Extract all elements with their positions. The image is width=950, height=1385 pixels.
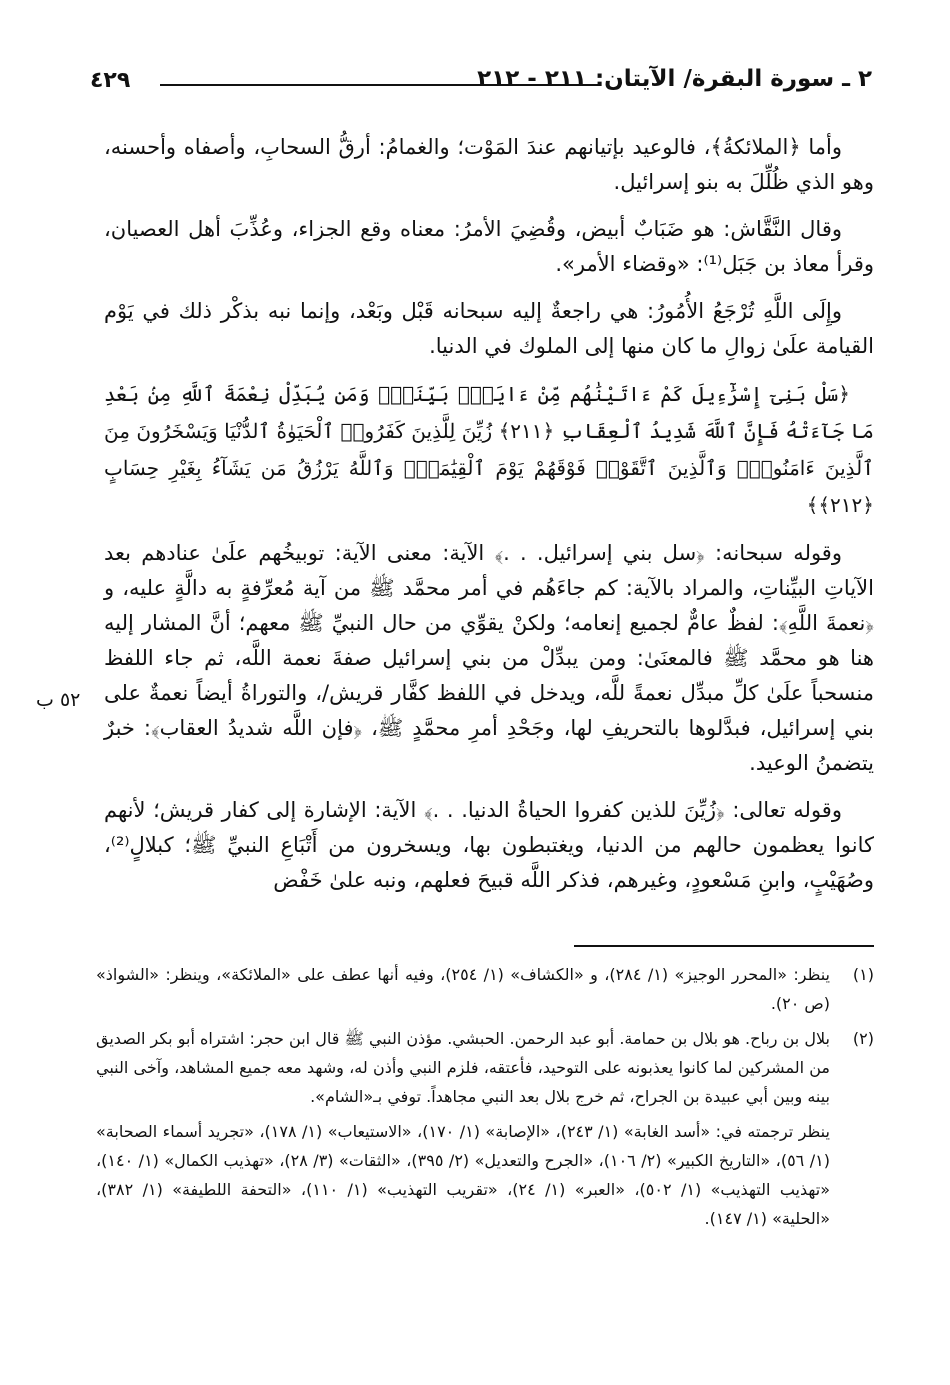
footnote-2 — [96, 1024, 874, 1111]
footnote-rule — [574, 945, 874, 947]
paragraph-3: وإِلَى اللَّهِ تُرْجَعُ الأُمُورُ: هي راجعةٌ إليه سبحانه قَبْل وبَعْد، وإنما نبه بذكْر ذلك في يَوْم القيامة علَىٰ زوالِ ما كان منها إلى الملوك في الدنيا. — [104, 299, 874, 358]
footnote-1 — [96, 960, 874, 1018]
paragraph-2: وقال النَّقَّاش: هو ضَبَابٌ أبيض، وقُضِيَ الأمرُ: معناه وقع الجزاء، وعُذِّبَ أهل العصيان، وقرأ معاذ بن جَبَل⁽¹⁾: «وقضاء الأمر». — [104, 217, 874, 276]
paragraph-5: وقوله تعالى: ﴿زُيِّنَ للذين كفروا الحياةُ الدنيا. . .﴾ الآية: الإشارة إلى كفار قريش؛ لأنهم كانوا يعظمون حالهم من الدنيا، ويغتبطون بها، ويسخرون من أَتْبَاعِ النبيِّ ﷺ؛ كبلالٍ⁽²⁾، وصُهَيْبٍ، وابنِ مَسْعودٍ، وغيرهم، فذكر اللَّه قبيحَ فعلهم، ونبه علىٰ خَفْض — [104, 798, 874, 892]
main-text — [104, 130, 874, 910]
footnote-text: ينظر: «المحرر الوجيز» (١/ ٢٨٤)، و «الكشاف» (١/ ٢٥٤)، وفيه أنها عطف على «الملائكة»، وينظر: «الشواذ» (ص ٢٠). — [96, 965, 831, 1013]
footnote-text: بلال بن رباح. هو بلال بن حمامة. أبو عبد الرحمن. الحبشي. مؤذن النبي ﷺ قال ابن حجر: اشتراه أبو بكر الصديق من المشركين لما كانوا يعذبونه على التوحيد، فأعتقه، فلزم النبي وأذن له، وشهد معه جميع المشاهد، وآخى النبي بينه وبين أبي عبيدة بن الجراح، ثم خرج بلال بعد النبي مجاهداً. توفي بـ«الشام». — [96, 1029, 830, 1106]
footnote-number: (٢) — [852, 1029, 874, 1048]
footnote-number: (١) — [852, 965, 874, 984]
page-header — [80, 64, 872, 100]
page-number: ٤٢٩ — [90, 68, 131, 93]
paragraph-4: وقوله سبحانه: ﴿سل بني إسرائيل. . .﴾ الآية: معنى الآية: توبيخُهم علَىٰ عنادهم بعد الآياتِ البيِّناتِ، والمراد بالآية: كم جاءَهُم في أمر محمَّد ﷺ من آية مُعرِّفةٍ به دالَّةٍ عليه، و ﴿نعمةَ اللَّهِ﴾: لفظٌ عامٌّ لجميع إنعامه؛ ولكنْ يقوِّي من حال النبيِّ ﷺ معهم؛ أنَّ المشار إليه هنا هو محمَّد ﷺ فالمعنَىٰ: ومن يبدِّلْ من بني إسرائيل صفةَ نعمة اللَّه، ثم جاء اللفظ منسحباً علَىٰ كلِّ مبدِّل نعمةً للَّه، ويدخل في اللفظ كفَّار قريش/، والتوراةُ أيضاً نعمةٌ على بني إسرائيل، فبدَّلوها بالتحريفِ لها، وجَحْدِ أمرِ محمَّدٍ ﷺ، ﴿فإن اللَّه شديدُ العقاب﴾: خبرٌ يتضمنُ الوعيد. — [104, 541, 874, 775]
quran-verses: ﴿سَلْ بَنِىٓ إِسْرَٰٓءِيلَ كَمْ ءَاتَيْنَٰهُم مِّنْ ءَايَةٍۭ بَيِّنَةٍۗ وَمَن يُبَدِّلْ نِعْمَةَ ٱللَّهِ مِنۢ بَعْدِ مَا جَآءَتْهُ فَإِنَّ ٱللَّهَ شَدِيدُ ٱلْعِقَابِ ﴿٢١١﴾ زُيِّنَ لِلَّذِينَ كَفَرُوا۟ ٱلْحَيَوٰةُ ٱلدُّنْيَا وَيَسْخَرُونَ مِنَ ٱلَّذِينَ ءَامَنُوا۟ۘ وَٱلَّذِينَ ٱتَّقَوْا۟ فَوْقَهُمْ يَوْمَ ٱلْقِيَٰمَةِۗ وَٱللَّهُ يَرْزُقُ مَن يَشَآءُ بِغَيْرِ حِسَابٍ ﴿٢١٢﴾﴾ — [104, 382, 874, 517]
running-title: ٢ ـ سورة البقرة/ الآيتان: ٢١١ - ٢١٢ — [477, 66, 872, 92]
manuscript-folio-note: ٥٢ ب — [36, 689, 81, 711]
footnotes — [96, 960, 874, 1233]
footnote-2-references: ينظر ترجمته في: «أسد الغابة» (١/ ٢٤٣)، «الإصابة» (١/ ١٧٠)، «الاستيعاب» (١/ ١٧٨)، «تجريد أسماء الصحابة» (١/ ٥٦)، «التاريخ الكبير» (٢/ ١٠٦)، «الجرح والتعديل» (٢/ ٣٩٥)، «الثقات» (٣/ ٢٨)، «تهذيب الكمال» (١/ ١٤٠)، «تهذيب التهذيب» (١/ ٥٠٢)، «العبر» (١/ ٢٤)، «تقريب التهذيب» (١/ ١١٠)، «التحفة اللطيفة» (١/ ٣٨٢)، «الحلية» (١/ ١٤٧). — [96, 1122, 831, 1228]
paragraph-1: وأما ﴿الملائكةُ﴾، فالوعيد بإتيانهم عندَ المَوْت؛ والغمامُ: أرقُّ السحابِ، وأصفاه وأحسنه، وهو الذي ظُلِّلَ به بنو إسرائيل. — [104, 135, 874, 194]
